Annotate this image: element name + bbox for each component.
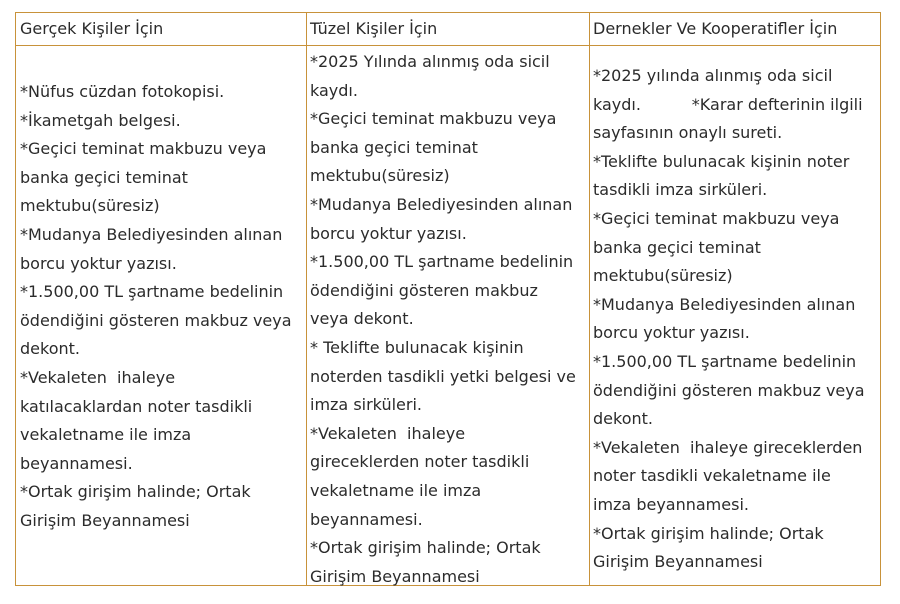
requirement-line: beyannamesi. (310, 509, 423, 529)
requirement-line: Girişim Beyannamesi (593, 552, 763, 572)
requirement-line: *2025 Yılında alınmış oda sicil (310, 52, 550, 71)
requirement-line: borcu yoktur yazısı. (593, 323, 750, 343)
requirement-line: vekaletname ile imza (20, 425, 192, 445)
requirement-line: imza beyannamesi. (593, 494, 749, 514)
requirement-line: imza sirküleri. (310, 395, 422, 415)
requirement-line: noter tasdikli vekaletname ile (593, 466, 831, 486)
requirement-line: *İkametgah belgesi. (20, 110, 181, 130)
requirement-line: *Nüfus cüzdan fotokopisi. (20, 82, 225, 101)
requirement-line: borcu yoktur yazısı. (310, 223, 467, 243)
requirement-line: dekont. (20, 339, 80, 359)
column-header: Tüzel Kişiler İçin (310, 19, 438, 38)
column-body (593, 62, 865, 577)
requirement-line: * Teklifte bulunacak kişinin (310, 337, 524, 357)
column-tuzel-kisiler (306, 13, 589, 585)
requirement-line: ödendiğini gösteren makbuz veya (593, 380, 865, 400)
requirement-line: *Mudanya Belediyesinden alınan (20, 224, 283, 244)
requirement-line: ödendiğini gösteren makbuz (310, 280, 538, 300)
requirement-line: ödendiğini gösteren makbuz veya (20, 310, 292, 330)
requirement-line: *1.500,00 TL şartname bedelinin (310, 252, 574, 272)
requirement-line: *Mudanya Belediyesinden alınan (593, 294, 856, 314)
requirement-line: sayfasının onaylı sureti. (593, 123, 783, 143)
column-header: Gerçek Kişiler İçin (20, 19, 164, 38)
requirement-line: *2025 yılında alınmış oda sicil (593, 66, 833, 85)
requirement-line: mektubu(süresiz) (20, 196, 160, 216)
requirement-line: *1.500,00 TL şartname bedelinin (20, 282, 284, 302)
requirement-line: Girişim Beyannamesi (20, 510, 190, 530)
requirement-line: *Vekaleten ihaleye gireceklerden (593, 437, 863, 457)
requirement-line: Girişim Beyannamesi (310, 566, 480, 586)
requirement-line: banka geçici teminat (593, 237, 761, 257)
requirement-line: mektubu(süresiz) (593, 266, 733, 286)
requirement-line: veya dekont. (310, 309, 414, 329)
requirement-line: banka geçici teminat (310, 137, 478, 157)
column-body (20, 78, 292, 536)
requirement-line: kaydı. *Karar defterinin ilgili (593, 94, 863, 114)
requirement-line: beyannamesi. (20, 453, 133, 473)
requirement-line: *Vekaleten ihaleye (20, 367, 176, 387)
requirement-line: mektubu(süresiz) (310, 166, 450, 186)
requirement-line: *Ortak girişim halinde; Ortak (20, 482, 251, 502)
requirement-line: *1.500,00 TL şartname bedelinin (593, 351, 857, 371)
requirement-line: katılacaklardan noter tasdikli (20, 396, 253, 416)
requirement-line: noterden tasdikli yetki belgesi ve (310, 366, 576, 386)
column-gercek-kisiler (16, 13, 306, 585)
requirement-line: gireceklerden noter tasdikli (310, 452, 530, 472)
requirement-line: *Geçici teminat makbuzu veya (593, 208, 840, 228)
requirement-line: tasdikli imza sirküleri. (593, 180, 768, 200)
column-body (310, 48, 576, 591)
requirement-line: *Ortak girişim halinde; Ortak (593, 523, 824, 543)
requirement-line: *Teklifte bulunacak kişinin noter (593, 151, 850, 171)
requirement-line: dekont. (593, 409, 653, 429)
requirement-line: borcu yoktur yazısı. (20, 253, 177, 273)
requirement-line: *Geçici teminat makbuzu veya (310, 109, 557, 129)
column-header: Dernekler Ve Kooperatifler İçin (593, 19, 838, 38)
requirement-line: banka geçici teminat (20, 167, 188, 187)
requirement-line: vekaletname ile imza (310, 480, 482, 500)
requirements-table (15, 12, 881, 586)
requirement-line: *Geçici teminat makbuzu veya (20, 139, 267, 159)
requirement-line: kaydı. (310, 80, 358, 100)
requirement-line: *Vekaleten ihaleye (310, 423, 466, 443)
requirement-line: *Mudanya Belediyesinden alınan (310, 194, 573, 214)
column-dernekler-kooperatifler (589, 13, 882, 585)
requirement-line: *Ortak girişim halinde; Ortak (310, 538, 541, 558)
